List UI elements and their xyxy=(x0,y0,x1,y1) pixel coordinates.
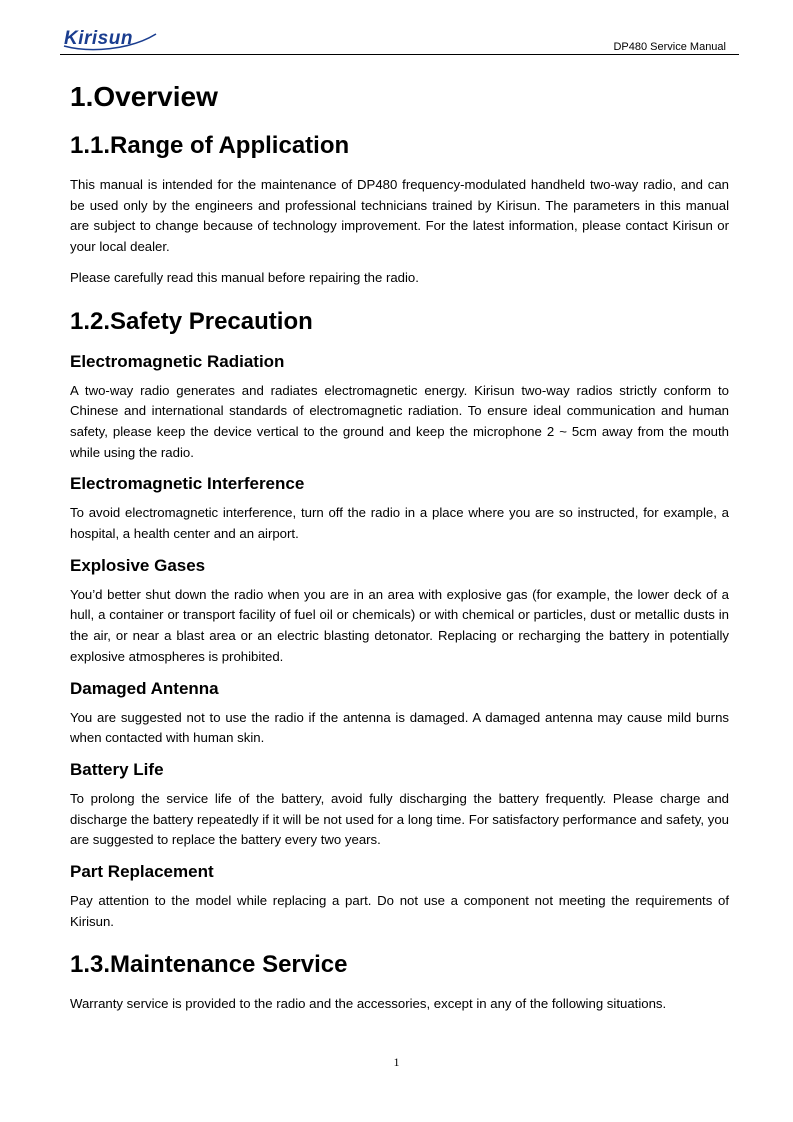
section-title-maintenance: 1.3.Maintenance Service xyxy=(70,951,348,979)
safety-text-radiation: A two-way radio generates and radiates electromagnetic energy. Kirisun two-way radios strictly conform to Chinese and international standards of electromagnetic radiation. To ensure ideal communication and human safety, please keep the device vertical to the ground and keep the microphone 2 ~ 5cm away from the mouth while using the radio. xyxy=(70,382,729,460)
header-rule xyxy=(60,54,739,55)
manual-title: DP480 Service Manual xyxy=(613,41,726,53)
safety-heading-radiation: Electromagnetic Radiation xyxy=(70,351,285,371)
page-number: 1 xyxy=(393,1055,400,1069)
safety-heading-gases: Explosive Gases xyxy=(70,555,206,575)
safety-text-interference: To avoid electromagnetic interference, turn off the radio in a place where you are so instructed, for example, a hospital, a health center and an airport. xyxy=(70,505,729,542)
range-paragraph-1: This manual is intended for the maintenance of DP480 frequency-modulated handheld two-way radio, and can be used only by the engineers and professional technicians trained by Kirisun. The parameters in this manual are subject to change because of technology improvement. For the latest information, please contact Kirisun or your local dealer. xyxy=(70,177,729,255)
safety-heading-antenna: Damaged Antenna xyxy=(70,678,219,698)
chapter-title: 1.Overview xyxy=(70,81,218,112)
safety-heading-battery: Battery Life xyxy=(70,759,164,779)
page-header xyxy=(60,22,740,56)
safety-text-battery: To prolong the service life of the battery, avoid fully discharging the battery frequently. Please charge and discharge the battery repeatedly if it will be not used for a long time. For satisfactory performance and safety, you are suggested to replace the battery every two years. xyxy=(70,790,729,848)
safety-heading-interference: Electromagnetic Interference xyxy=(70,474,305,494)
section-title-safety: 1.2.Safety Precaution xyxy=(70,307,313,335)
safety-text-antenna: You are suggested not to use the radio if the antenna is damaged. A damaged antenna may cause mild burns when contacted with human skin. xyxy=(70,709,729,746)
maintenance-paragraph-1: Warranty service is provided to the radio and the accessories, except in any of the following situations. xyxy=(70,996,667,1012)
safety-heading-part: Part Replacement xyxy=(70,862,214,882)
svg-text:Kirisun: Kirisun xyxy=(64,28,133,49)
section-title-range: 1.1.Range of Application xyxy=(70,132,350,159)
safety-text-part: Pay attention to the model while replacing a part. Do not use a component not meeting the requirements of Kirisun. xyxy=(70,893,729,929)
safety-text-gases: You’d better shut down the radio when you are in an area with explosive gas (for example, the lower deck of a hull, a container or transport facility of fuel oil or chemicals) or with chemical or particles, dust or metallic dusts in the air, or near a blast area or an electric blasting detonator. Replacing or recharging the battery in potentially explosive atmospheres is prohibited. xyxy=(70,586,729,664)
kirisun-logo xyxy=(60,26,160,52)
page-content xyxy=(70,78,729,1025)
range-paragraph-2: Please carefully read this manual before repairing the radio. xyxy=(70,269,419,285)
